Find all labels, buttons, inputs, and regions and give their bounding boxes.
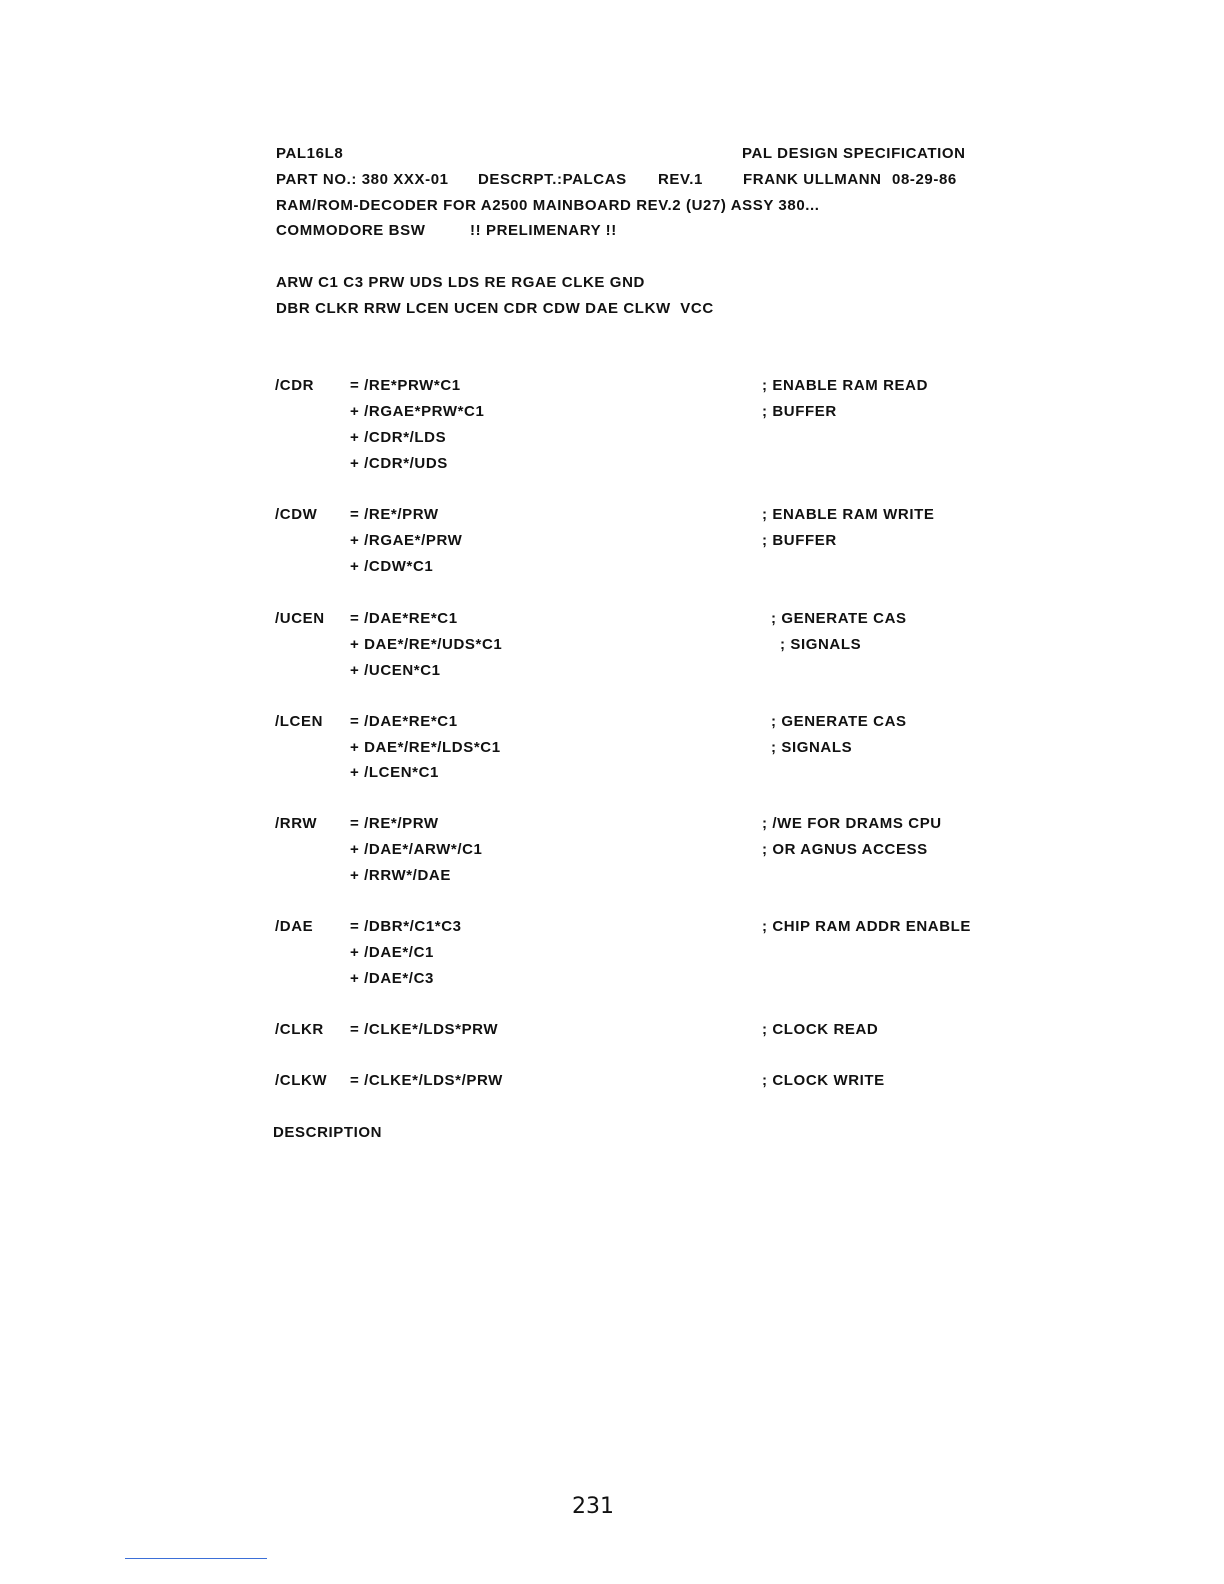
equation-output: /CLKR: [275, 1021, 324, 1038]
equation-term: + DAE*/RE*/LDS*C1: [350, 739, 501, 756]
equation-comment: ; SIGNALS: [771, 739, 853, 756]
equation-term: + /DAE*/C1: [350, 944, 434, 961]
equation-term: + /CDR*/UDS: [350, 455, 448, 472]
equation-term: + /RRW*/DAE: [350, 867, 451, 884]
equation-term: + /RGAE*/PRW: [350, 532, 463, 549]
equation-term: + DAE*/RE*/UDS*C1: [350, 636, 503, 653]
author: FRANK ULLMANN: [743, 171, 882, 188]
status-note: !! PRELIMENARY !!: [470, 222, 617, 239]
equation-term: + /DAE*/ARW*/C1: [350, 841, 483, 858]
equation-output: /CLKW: [275, 1072, 328, 1089]
equation-comment: ; BUFFER: [762, 532, 837, 549]
equation-output: /RRW: [275, 815, 318, 832]
device-description: RAM/ROM-DECODER FOR A2500 MAINBOARD REV.2 (U27) ASSY 380...: [276, 197, 820, 214]
equation-term: = /CLKE*/LDS*/PRW: [350, 1072, 503, 1089]
equation-term: = /DAE*RE*C1: [350, 713, 458, 730]
equation-comment: ; OR AGNUS ACCESS: [762, 841, 928, 858]
equation-term: + /DAE*/C3: [350, 970, 434, 987]
description-heading: DESCRIPTION: [273, 1124, 383, 1141]
equation-comment: ; GENERATE CAS: [771, 713, 907, 730]
company: COMMODORE BSW: [276, 222, 426, 239]
equation-term: + /CDR*/LDS: [350, 429, 447, 446]
equation-output: /CDW: [275, 506, 318, 523]
equation-comment: ; GENERATE CAS: [771, 610, 907, 627]
equation-comment: ; /WE FOR DRAMS CPU: [762, 815, 942, 832]
equation-term: = /DAE*RE*C1: [350, 610, 458, 627]
equation-term: = /CLKE*/LDS*PRW: [350, 1021, 499, 1038]
equation-comment: ; SIGNALS: [780, 636, 862, 653]
equation-term: + /CDW*C1: [350, 558, 434, 575]
pin-list-row-1: ARW C1 C3 PRW UDS LDS RE RGAE CLKE GND: [276, 274, 645, 291]
equation-term: = /RE*/PRW: [350, 815, 439, 832]
footnote-rule: [125, 1558, 267, 1559]
page-number: 231: [572, 1494, 614, 1519]
equation-term: + /LCEN*C1: [350, 764, 439, 781]
part-number: PART NO.: 380 XXX-01: [276, 171, 449, 188]
equation-term: + /UCEN*C1: [350, 662, 441, 679]
spec-title: PAL DESIGN SPECIFICATION: [742, 145, 966, 162]
date: 08-29-86: [892, 171, 957, 188]
equation-term: = /DBR*/C1*C3: [350, 918, 462, 935]
equation-term: = /RE*/PRW: [350, 506, 439, 523]
revision: REV.1: [658, 171, 703, 188]
equation-comment: ; ENABLE RAM READ: [762, 377, 929, 394]
description-code: DESCRPT.:PALCAS: [478, 171, 627, 188]
equation-output: /CDR: [275, 377, 315, 394]
equation-comment: ; BUFFER: [762, 403, 837, 420]
equation-output: /UCEN: [275, 610, 325, 627]
equation-comment: ; CLOCK WRITE: [762, 1072, 885, 1089]
equation-output: /DAE: [275, 918, 314, 935]
pin-list-row-2: DBR CLKR RRW LCEN UCEN CDR CDW DAE CLKW VCC: [276, 300, 714, 317]
equation-comment: ; ENABLE RAM WRITE: [762, 506, 935, 523]
equation-term: = /RE*PRW*C1: [350, 377, 461, 394]
equation-output: /LCEN: [275, 713, 323, 730]
equation-comment: ; CHIP RAM ADDR ENABLE: [762, 918, 972, 935]
equation-term: + /RGAE*PRW*C1: [350, 403, 485, 420]
device-type: PAL16L8: [276, 145, 344, 162]
equation-comment: ; CLOCK READ: [762, 1021, 879, 1038]
